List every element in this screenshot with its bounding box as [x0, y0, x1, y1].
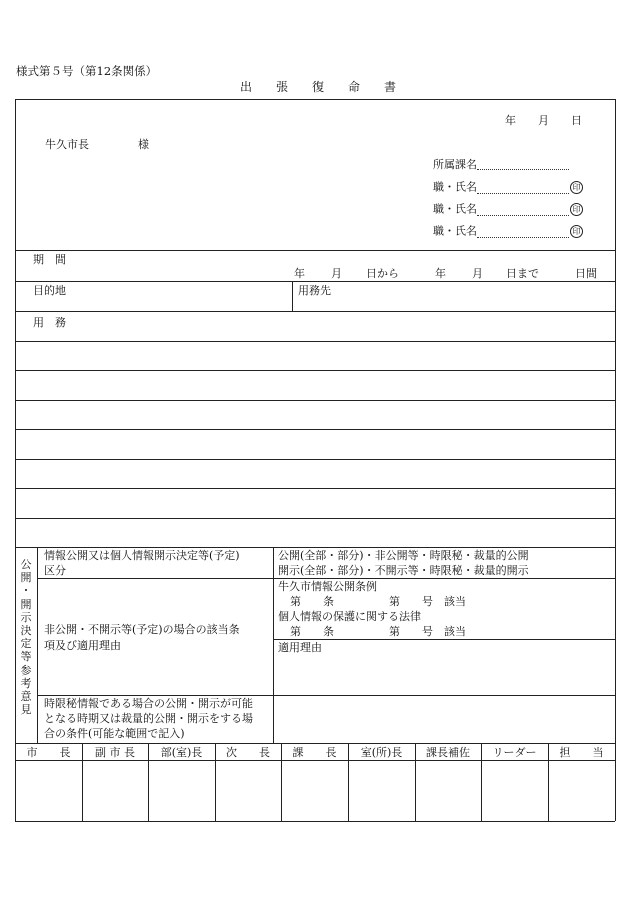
name-dotted-line — [477, 215, 569, 216]
row-divider — [273, 639, 615, 640]
name-label: 職・氏名 — [433, 180, 477, 194]
business-line — [15, 341, 615, 342]
row-divider — [15, 281, 615, 282]
reason-label: 適用理由 — [278, 641, 322, 654]
non-disclosure-label: 非公開・不開示等(予定)の場合の該当条 — [44, 623, 240, 636]
period-days: 日間 — [575, 267, 597, 280]
affiliation-field[interactable] — [433, 159, 569, 170]
business-destination-label: 用務先 — [298, 284, 331, 297]
outer-top-border — [15, 99, 615, 100]
business-label: 用 務 — [33, 316, 66, 329]
non-disclosure-label-2: 項及び適用理由 — [44, 639, 121, 652]
disclosure-side-label: 公 開 ・ 開 示 決 定 等 参 考 意 見 — [20, 558, 32, 717]
ordinance-label: 牛久市情報公開条例 — [278, 580, 377, 593]
period-year-until: 年 — [435, 267, 446, 280]
disclosure-top-border — [15, 547, 615, 548]
approval-deputy-director: 次 長 — [226, 746, 270, 759]
seal-icon: 印 — [570, 225, 583, 238]
disclosure-side-divider — [37, 547, 38, 743]
time-limited-label-3: 合の条件(可能な範囲で記入) — [44, 727, 185, 740]
business-line — [15, 459, 615, 460]
name-field-3[interactable] — [433, 225, 583, 238]
time-limited-label: 時限秘情報である場合の公開・開示が可能 — [44, 697, 253, 710]
ordinance-article-line: 第 条 第 号 該当 — [290, 595, 466, 608]
approval-section-chief: 課 長 — [292, 746, 337, 759]
time-limited-label-2: となる時期又は裁量的公開・開示をする場 — [44, 712, 253, 725]
name-field-2[interactable] — [433, 203, 583, 216]
name-dotted-line — [477, 237, 569, 238]
business-line — [15, 429, 615, 430]
approval-department-head: 部(室)長 — [160, 746, 203, 759]
document-title: 出 張 復 命 書 — [240, 80, 397, 94]
law-article-line: 第 条 第 号 該当 — [290, 625, 466, 638]
period-label: 期 間 — [33, 253, 66, 266]
addressee: 牛久市長 — [45, 138, 89, 151]
approval-office-head: 室(所)長 — [360, 746, 403, 759]
seal-icon: 印 — [570, 203, 583, 216]
name-field-1[interactable] — [433, 181, 583, 194]
form-number: 様式第５号（第12条関係） — [16, 64, 158, 78]
approval-staff: 担 当 — [559, 746, 604, 759]
period-month-until: 月 — [472, 267, 483, 280]
outer-right-border — [615, 99, 616, 821]
row-divider — [15, 250, 615, 251]
name-label: 職・氏名 — [433, 202, 477, 216]
affiliation-label: 所属課名 — [433, 158, 477, 171]
decision-category-label-2: 区分 — [44, 564, 66, 577]
destination-divider — [292, 281, 293, 311]
seal-icon: 印 — [570, 181, 583, 194]
row-divider — [37, 578, 615, 579]
destination-label: 目的地 — [33, 284, 66, 297]
period-day-from: 日から — [366, 267, 399, 280]
name-dotted-line — [477, 193, 569, 194]
disclosure-options: 公開(全部・部分)・非公開等・時限秘・裁量的公開 — [278, 549, 529, 562]
name-label: 職・氏名 — [433, 224, 477, 238]
law-label: 個人情報の保護に関する法律 — [278, 610, 421, 623]
period-day-until: 日まで — [506, 267, 539, 280]
decision-category-label: 情報公開又は個人情報開示決定等(予定) — [44, 549, 240, 562]
approval-deputy-mayor: 副 市 長 — [95, 746, 135, 759]
outer-left-border — [15, 99, 16, 821]
outer-bottom-border — [15, 821, 615, 822]
approval-assistant-chief: 課長補佐 — [426, 746, 470, 759]
row-divider — [37, 695, 615, 696]
row-divider — [15, 311, 615, 312]
affiliation-dotted-line — [477, 169, 569, 170]
approval-mayor: 市 長 — [26, 746, 71, 759]
business-line — [15, 488, 615, 489]
approval-leader: リーダー — [492, 746, 537, 759]
business-line — [15, 370, 615, 371]
business-line — [15, 400, 615, 401]
date-line: 年 月 日 — [505, 114, 582, 127]
personal-info-options: 開示(全部・部分)・不開示等・時限秘・裁量的開示 — [278, 564, 529, 577]
period-month-from: 月 — [331, 267, 342, 280]
addressee-honorific: 様 — [138, 138, 149, 151]
approval-top-border — [15, 743, 615, 744]
business-line — [15, 518, 615, 519]
approval-header-divider — [15, 760, 615, 761]
disclosure-center-divider — [273, 547, 274, 743]
period-year-from: 年 — [294, 267, 305, 280]
